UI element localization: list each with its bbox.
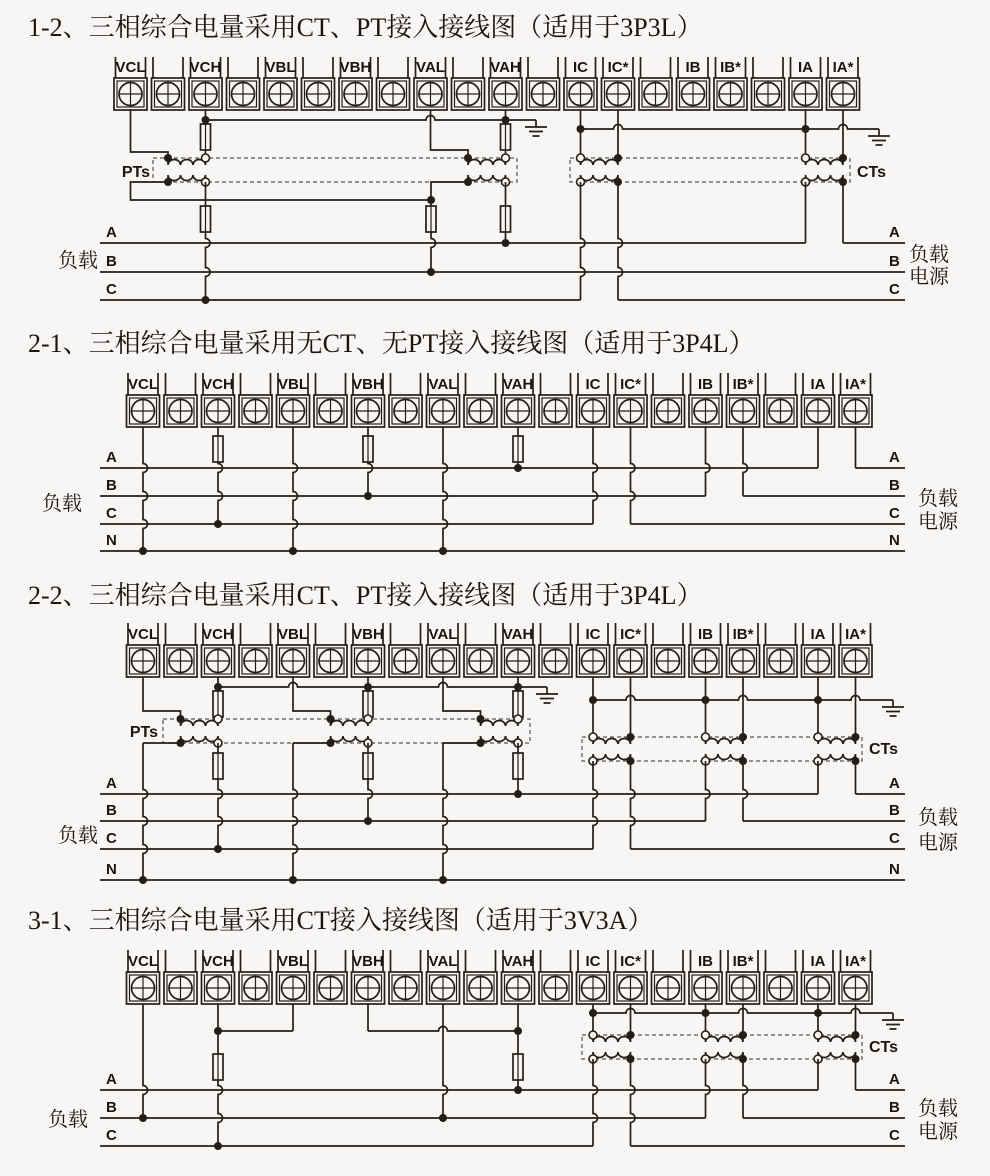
terminal-label: VBH: [352, 376, 384, 393]
terminal-VCL: [127, 373, 160, 427]
winding-terminal-icon: [814, 733, 822, 741]
load-label-left: 负载: [42, 493, 82, 515]
terminal-label: VBL: [278, 626, 308, 643]
terminal-IC-star: [614, 950, 647, 1004]
transformer-secondary-winding-icon: [168, 175, 206, 182]
terminal-IB-star: [714, 57, 747, 110]
phase-a-right-label: A: [889, 449, 900, 466]
terminal-unlabeled: [652, 373, 685, 427]
fuse-icon: [213, 753, 223, 779]
load-label-left: 负载: [58, 825, 98, 847]
terminal-label: VCH: [202, 953, 234, 970]
terminal-unlabeled: [464, 373, 497, 427]
junction-dot-icon: [739, 733, 747, 741]
terminal-unlabeled: [377, 57, 410, 110]
load-label-right: 负载: [909, 244, 949, 266]
terminal-unlabeled: [639, 57, 672, 110]
ground-icon: [525, 120, 547, 136]
terminal-label: VBL: [278, 376, 308, 393]
terminal-VAH: [502, 623, 535, 677]
phase-b-right-label: B: [889, 253, 900, 270]
terminal-IA: [789, 57, 822, 110]
cts-label: CTs: [857, 164, 887, 181]
terminal-unlabeled: [464, 950, 497, 1004]
terminal-VBL: [277, 623, 310, 677]
terminal-unlabeled: [389, 950, 422, 1004]
transformer-secondary-winding-icon: [706, 1052, 744, 1059]
terminal-label: IC: [573, 59, 588, 76]
terminal-IB-star: [727, 373, 760, 427]
load-label-left: 负载: [48, 1109, 88, 1131]
terminal-label: VAL: [428, 376, 458, 393]
fuse-icon: [513, 691, 523, 717]
terminal-unlabeled: [539, 623, 572, 677]
transformer-primary-winding-icon: [818, 737, 856, 744]
section-title-1: 1-2、三相综合电量采用CT、PT接入接线图（适用于3P3L）: [28, 13, 703, 42]
terminal-label: VCH: [189, 59, 222, 76]
junction-dot-icon: [177, 715, 185, 723]
terminal-label: IA: [810, 626, 826, 643]
phase-c-right-label: C: [889, 830, 900, 847]
junction-dot-icon: [164, 154, 172, 162]
source-label-right: 电源: [918, 832, 958, 854]
terminal-unlabeled: [164, 623, 197, 677]
fuse-icon: [213, 1054, 223, 1080]
terminal-IA: [802, 950, 835, 1004]
terminal-unlabeled: [164, 373, 197, 427]
transformer-primary-winding-icon: [581, 158, 619, 165]
fuse-icon: [363, 753, 373, 779]
terminal-VBL: [264, 57, 297, 110]
transformer-secondary-winding-icon: [593, 754, 631, 761]
winding-terminal-icon: [802, 154, 810, 162]
junction-dot-icon: [627, 733, 635, 741]
junction-dot-icon: [852, 733, 860, 741]
winding-terminal-icon: [702, 733, 710, 741]
terminal-VBH: [352, 373, 385, 427]
terminal-IC: [564, 57, 597, 110]
junction-dot-icon: [464, 154, 472, 162]
terminal-VBH: [339, 57, 372, 110]
fuse-icon: [513, 753, 523, 779]
terminal-unlabeled: [464, 623, 497, 677]
terminal-label: IB: [685, 59, 701, 76]
transformer-secondary-winding-icon: [481, 736, 519, 743]
terminal-unlabeled: [764, 950, 797, 1004]
terminal-unlabeled: [239, 950, 272, 1004]
terminal-IA-star: [839, 623, 872, 677]
transformer-secondary-winding-icon: [818, 1052, 856, 1059]
transformer-primary-winding-icon: [706, 1035, 744, 1042]
terminal-VAH: [502, 373, 535, 427]
terminal-label: VCH: [202, 376, 234, 393]
fuse-icon: [213, 436, 223, 462]
phase-b-right-label: B: [889, 802, 900, 819]
winding-terminal-icon: [514, 715, 522, 723]
junction-dot-icon: [589, 1009, 597, 1017]
terminal-unlabeled: [652, 950, 685, 1004]
terminal-unlabeled: [527, 57, 560, 110]
section-title-2: 2-1、三相综合电量采用无CT、无PT接入接线图（适用于3P4L）: [28, 329, 755, 358]
terminal-VCL: [127, 950, 160, 1004]
transformer-secondary-winding-icon: [818, 754, 856, 761]
terminal-IC: [577, 373, 610, 427]
junction-dot-icon: [464, 178, 472, 186]
terminal-label: IA: [798, 59, 813, 76]
terminal-IA-star: [827, 57, 860, 110]
junction-dot-icon: [614, 154, 622, 162]
fuse-icon: [513, 436, 523, 462]
terminal-IC-star: [602, 57, 635, 110]
winding-terminal-icon: [589, 733, 597, 741]
pts-label: PTs: [121, 164, 150, 181]
terminal-unlabeled: [452, 57, 485, 110]
terminal-label: IA: [810, 376, 826, 393]
junction-dot-icon: [802, 125, 810, 133]
fuse-icon: [363, 436, 373, 462]
terminal-VBL: [277, 373, 310, 427]
terminal-IB-star: [727, 950, 760, 1004]
terminal-label: IC: [585, 376, 601, 393]
terminal-IA-star: [839, 950, 872, 1004]
terminal-label: IC: [585, 626, 601, 643]
phase-a-left-label: A: [106, 449, 117, 466]
terminal-label: IB: [698, 626, 713, 643]
diagram-3p4l-ct-pt: [58, 623, 959, 884]
terminal-IB: [689, 373, 722, 427]
phase-b-left-label: B: [106, 1099, 117, 1116]
terminal-unlabeled: [152, 57, 185, 110]
transformer-secondary-winding-icon: [468, 175, 506, 182]
junction-dot-icon: [327, 715, 335, 723]
fuse-icon: [201, 124, 211, 150]
junction-dot-icon: [702, 696, 710, 704]
transformer-secondary-winding-icon: [581, 175, 619, 182]
load-label-right: 负载: [918, 488, 958, 510]
terminal-VCL: [114, 57, 147, 110]
terminal-label: VCL: [128, 626, 158, 643]
terminal-label: VCL: [115, 59, 146, 76]
terminal-unlabeled: [314, 373, 347, 427]
load-label-right: 负载: [918, 807, 958, 829]
terminal-label: VAH: [490, 59, 521, 76]
junction-dot-icon: [814, 1009, 822, 1017]
pts-label: PTs: [129, 724, 158, 741]
junction-dot-icon: [839, 154, 847, 162]
terminal-VAL: [427, 950, 460, 1004]
junction-dot-icon: [814, 696, 822, 704]
terminal-label: VBH: [352, 953, 384, 970]
terminal-unlabeled: [314, 950, 347, 1004]
transformer-primary-winding-icon: [593, 737, 631, 744]
fuse-icon: [363, 691, 373, 717]
load-label-left: 负载: [58, 250, 98, 272]
terminal-label: IC*: [620, 626, 641, 643]
fuse-icon: [501, 124, 511, 150]
terminal-VAL: [427, 373, 460, 427]
terminal-label: IC: [585, 953, 601, 970]
terminal-VAL: [414, 57, 447, 110]
terminal-unlabeled: [764, 623, 797, 677]
terminal-IB-star: [727, 623, 760, 677]
ground-icon: [882, 700, 904, 716]
fuse-icon: [426, 206, 436, 232]
ground-icon: [868, 129, 890, 145]
transformer-primary-winding-icon: [168, 158, 206, 165]
winding-terminal-icon: [577, 154, 585, 162]
transformer-secondary-winding-icon: [181, 736, 219, 743]
junction-dot-icon: [364, 683, 372, 691]
terminal-label: IB*: [732, 376, 754, 393]
phase-b-right-label: B: [889, 477, 900, 494]
terminal-unlabeled: [389, 373, 422, 427]
terminal-VAH: [489, 57, 522, 110]
transformer-primary-winding-icon: [806, 158, 844, 165]
phase-a-left-label: A: [106, 224, 117, 241]
junction-dot-icon: [477, 715, 485, 723]
ground-icon: [536, 687, 558, 703]
terminal-label: IC*: [620, 953, 641, 970]
phase-b-left-label: B: [106, 802, 117, 819]
ground-icon: [882, 1013, 904, 1029]
fuse-icon: [213, 691, 223, 717]
terminal-label: IB*: [732, 626, 754, 643]
phase-n-left-label: N: [106, 532, 117, 549]
terminal-VCL: [127, 623, 160, 677]
phase-c-left-label: C: [106, 505, 117, 522]
terminal-label: IA*: [845, 376, 866, 393]
phase-n-right-label: N: [889, 861, 900, 878]
terminal-VAH: [502, 950, 535, 1004]
junction-dot-icon: [702, 1009, 710, 1017]
winding-terminal-icon: [214, 715, 222, 723]
winding-terminal-icon: [589, 1031, 597, 1039]
phase-a-right-label: A: [889, 1071, 900, 1088]
terminal-label: IA*: [832, 59, 854, 76]
terminal-VCH: [202, 373, 235, 427]
terminal-label: VBH: [352, 626, 384, 643]
terminal-unlabeled: [239, 373, 272, 427]
section-title-4: 3-1、三相综合电量采用CT接入接线图（适用于3V3A）: [28, 906, 654, 935]
cts-label: CTs: [869, 741, 899, 758]
terminal-unlabeled: [227, 57, 260, 110]
terminal-unlabeled: [314, 623, 347, 677]
phase-a-right-label: A: [889, 775, 900, 792]
terminal-unlabeled: [239, 623, 272, 677]
transformer-primary-winding-icon: [481, 719, 519, 726]
source-label-right: 电源: [918, 511, 958, 533]
terminal-VAL: [427, 623, 460, 677]
section-title-3: 2-2、三相综合电量采用CT、PT接入接线图（适用于3P4L）: [28, 581, 703, 610]
junction-dot-icon: [852, 1031, 860, 1039]
winding-terminal-icon: [202, 154, 210, 162]
junction-dot-icon: [514, 683, 522, 691]
phase-a-left-label: A: [106, 1071, 117, 1088]
phase-a-right-label: A: [889, 224, 900, 241]
transformer-primary-winding-icon: [706, 737, 744, 744]
terminal-label: IA*: [845, 626, 866, 643]
diagram-3p3l-ct-pt: [58, 57, 950, 304]
terminal-label: VAH: [502, 376, 534, 393]
phase-b-right-label: B: [889, 1099, 900, 1116]
transformer-primary-winding-icon: [181, 719, 219, 726]
phase-a-left-label: A: [106, 775, 117, 792]
diagram-3p4l-direct: [42, 373, 959, 555]
junction-dot-icon: [577, 125, 585, 133]
terminal-label: IB*: [720, 59, 741, 76]
terminal-IC: [577, 950, 610, 1004]
junction-dot-icon: [589, 696, 597, 704]
terminal-VBH: [352, 623, 385, 677]
terminal-label: VAH: [502, 953, 534, 970]
terminal-label: IB: [698, 376, 713, 393]
transformer-secondary-winding-icon: [706, 754, 744, 761]
transformer-primary-winding-icon: [468, 158, 506, 165]
terminal-VCH: [202, 623, 235, 677]
terminal-unlabeled: [539, 373, 572, 427]
terminal-VBH: [352, 950, 385, 1004]
transformer-primary-winding-icon: [331, 719, 369, 726]
terminal-label: IA*: [845, 953, 866, 970]
terminal-unlabeled: [164, 950, 197, 1004]
load-label-right: 负载: [918, 1098, 958, 1120]
terminal-IB: [689, 623, 722, 677]
phase-n-left-label: N: [106, 861, 117, 878]
terminal-unlabeled: [389, 623, 422, 677]
winding-terminal-icon: [364, 715, 372, 723]
transformer-primary-winding-icon: [818, 1035, 856, 1042]
fuse-icon: [513, 1054, 523, 1080]
source-label-right: 电源: [909, 266, 949, 288]
terminal-label: VCL: [128, 376, 158, 393]
transformer-secondary-winding-icon: [806, 175, 844, 182]
terminal-IA: [802, 623, 835, 677]
terminal-IC-star: [614, 373, 647, 427]
terminal-label: VAH: [502, 626, 534, 643]
winding-terminal-icon: [702, 1031, 710, 1039]
junction-dot-icon: [502, 116, 510, 124]
phase-c-right-label: C: [889, 1127, 900, 1144]
phase-c-left-label: C: [106, 830, 117, 847]
terminal-label: VCL: [128, 953, 158, 970]
junction-dot-icon: [739, 1031, 747, 1039]
terminal-IC: [577, 623, 610, 677]
winding-terminal-icon: [814, 1031, 822, 1039]
terminal-label: VAL: [428, 953, 458, 970]
phase-n-right-label: N: [889, 532, 900, 549]
terminal-label: IB: [698, 953, 713, 970]
terminal-label: VBL: [265, 59, 296, 76]
terminal-label: VCH: [202, 626, 234, 643]
terminal-label: VBL: [278, 953, 308, 970]
source-label-right: 电源: [918, 1121, 958, 1143]
transformer-secondary-winding-icon: [593, 1052, 631, 1059]
terminal-label: IB*: [732, 953, 754, 970]
terminal-label: IA: [810, 953, 826, 970]
diagram-3v3a-ct: [48, 950, 959, 1150]
terminal-unlabeled: [652, 623, 685, 677]
terminal-IA: [802, 373, 835, 427]
terminal-label: IC*: [620, 376, 641, 393]
phase-c-right-label: C: [889, 505, 900, 522]
terminal-unlabeled: [539, 950, 572, 1004]
phase-c-left-label: C: [106, 281, 117, 298]
terminal-IC-star: [614, 623, 647, 677]
junction-dot-icon: [164, 178, 172, 186]
terminal-IB: [677, 57, 710, 110]
terminal-unlabeled: [752, 57, 785, 110]
phase-b-left-label: B: [106, 253, 117, 270]
terminal-IA-star: [839, 373, 872, 427]
phase-c-left-label: C: [106, 1127, 117, 1144]
terminal-unlabeled: [764, 373, 797, 427]
terminal-IB: [689, 950, 722, 1004]
terminal-VCH: [202, 950, 235, 1004]
terminal-label: VAL: [428, 626, 458, 643]
phase-b-left-label: B: [106, 477, 117, 494]
transformer-secondary-winding-icon: [331, 736, 369, 743]
terminal-label: VAL: [416, 59, 445, 76]
phase-c-right-label: C: [889, 281, 900, 298]
junction-dot-icon: [214, 683, 222, 691]
cts-label: CTs: [869, 1039, 899, 1056]
terminal-VCH: [189, 57, 222, 110]
fuse-icon: [501, 206, 511, 232]
junction-dot-icon: [627, 1031, 635, 1039]
junction-dot-icon: [202, 116, 210, 124]
terminal-VBL: [277, 950, 310, 1004]
fuse-icon: [201, 206, 211, 232]
terminal-label: VBH: [339, 59, 372, 76]
transformer-primary-winding-icon: [593, 1035, 631, 1042]
winding-terminal-icon: [502, 154, 510, 162]
terminal-label: IC*: [607, 59, 629, 76]
terminal-unlabeled: [302, 57, 335, 110]
